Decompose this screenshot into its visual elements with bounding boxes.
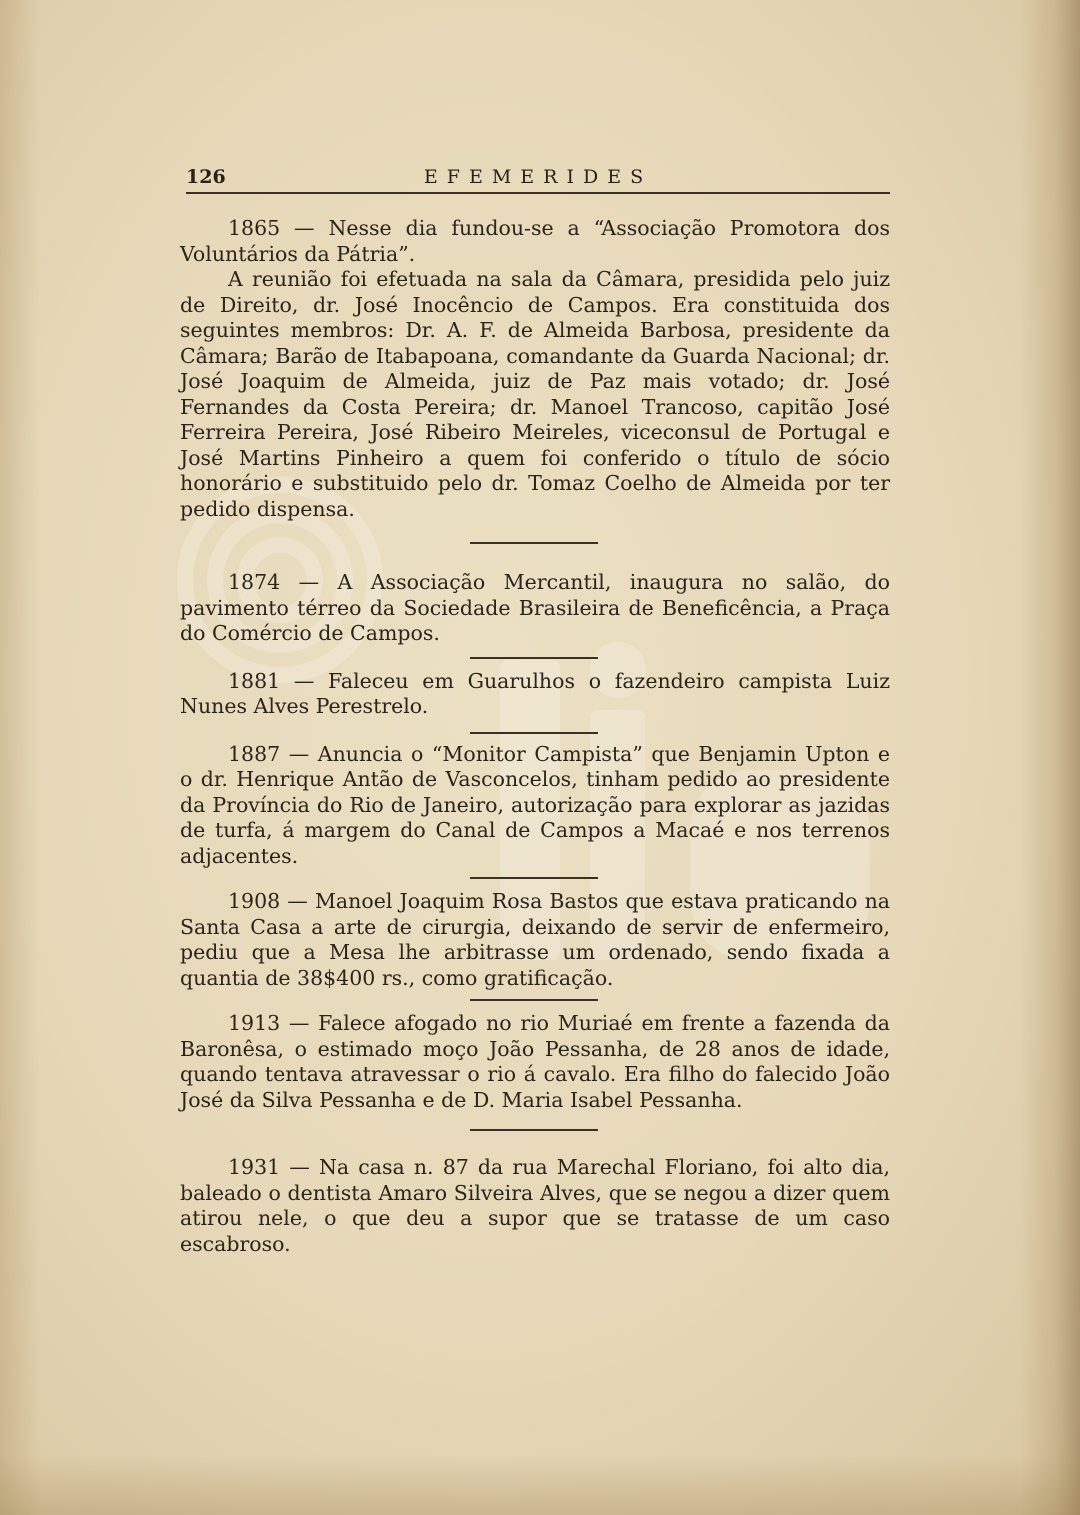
entry-1874	[180, 570, 890, 647]
entry-paragraph: 1887 — Anuncia o “Monitor Campista” que Benjamin Upton e o dr. Henrique Antão de Vasconcelos, tinham pedido ao presidente da Província do Rio de Janeiro, autorização para explorar as jazidas de turfa, á margem do Canal de Campos a Macaé e nos terrenos adjacentes.	[180, 741, 890, 868]
entry-paragraph: 1865 — Nesse dia fundou-se a “Associação Promotora dos Voluntários da Pátria”.	[180, 216, 890, 266]
entry-1908	[180, 889, 890, 991]
page-header	[186, 164, 890, 194]
page-number: 126	[186, 166, 226, 188]
section-divider	[470, 732, 598, 734]
entry-paragraph: 1874 — A Associação Mercantil, inaugura no salão, do pavimento térreo da Sociedade Brasileira de Beneficência, a Praça do Comércio de Campos.	[180, 570, 890, 645]
entry-1913	[180, 1011, 890, 1113]
entry-1865	[180, 216, 890, 522]
entry-1931	[180, 1155, 890, 1257]
page-edge-shadow-left	[0, 0, 40, 1515]
section-divider	[470, 877, 598, 879]
page-edge-shadow-bottom	[0, 1455, 1080, 1515]
entry-paragraph: 1881 — Faleceu em Guarulhos o fazendeiro campista Luiz Nunes Alves Perestrelo.	[180, 668, 890, 718]
section-divider	[470, 1129, 598, 1131]
entry-paragraph: A reunião foi efetuada na sala da Câmara, presidida pelo juiz de Direito, dr. José Inocêncio de Campos. Era constituida dos seguintes membros: Dr. A. F. de Almeida Barbosa, presidente da Câmara; Barão de Itabapoana, comandante da Guarda Nacional; dr. José Joaquim de Almeida, juiz de Paz mais votado; dr. José Fernandes da Costa Pereira; dr. Manoel Trancoso, capitão José Ferreira Pereira, José Ribeiro Meireles, viceconsul de Portugal e José Martins Pinheiro a quem foi conferido o título de sócio honorário e substituido pelo dr. Tomaz Coelho de Almeida por ter pedido dispensa.	[180, 267, 890, 521]
section-divider	[470, 657, 598, 659]
running-title: EFEMERIDES	[423, 166, 653, 188]
page-body	[180, 212, 890, 1257]
entry-paragraph: 1908 — Manoel Joaquim Rosa Bastos que estava praticando na Santa Casa a arte de cirurgia, deixando de servir de enfermeiro, pediu que a Mesa lhe arbitrasse um ordenado, sendo fixada a quantia de 38$400 rs., como gratificação.	[180, 889, 890, 990]
entry-paragraph: 1913 — Falece afogado no rio Muriaé em frente a fazenda da Baronêsa, o estimado moço João Pessanha, de 28 anos de idade, quando tentava atravessar o rio á cavalo. Era filho do falecido João José da Silva Pessanha e de D. Maria Isabel Pessanha.	[180, 1011, 890, 1112]
section-divider	[470, 542, 598, 544]
page-edge-shadow-right	[1020, 0, 1080, 1515]
entry-1887	[180, 742, 890, 870]
entry-1881	[180, 669, 890, 720]
section-divider	[470, 999, 598, 1001]
entry-paragraph: 1931 — Na casa n. 87 da rua Marechal Floriano, foi alto dia, baleado o dentista Amaro Silveira Alves, que se negou a dizer quem atirou nele, o que deu a supor que se tratasse de um caso escabroso.	[180, 1155, 890, 1256]
